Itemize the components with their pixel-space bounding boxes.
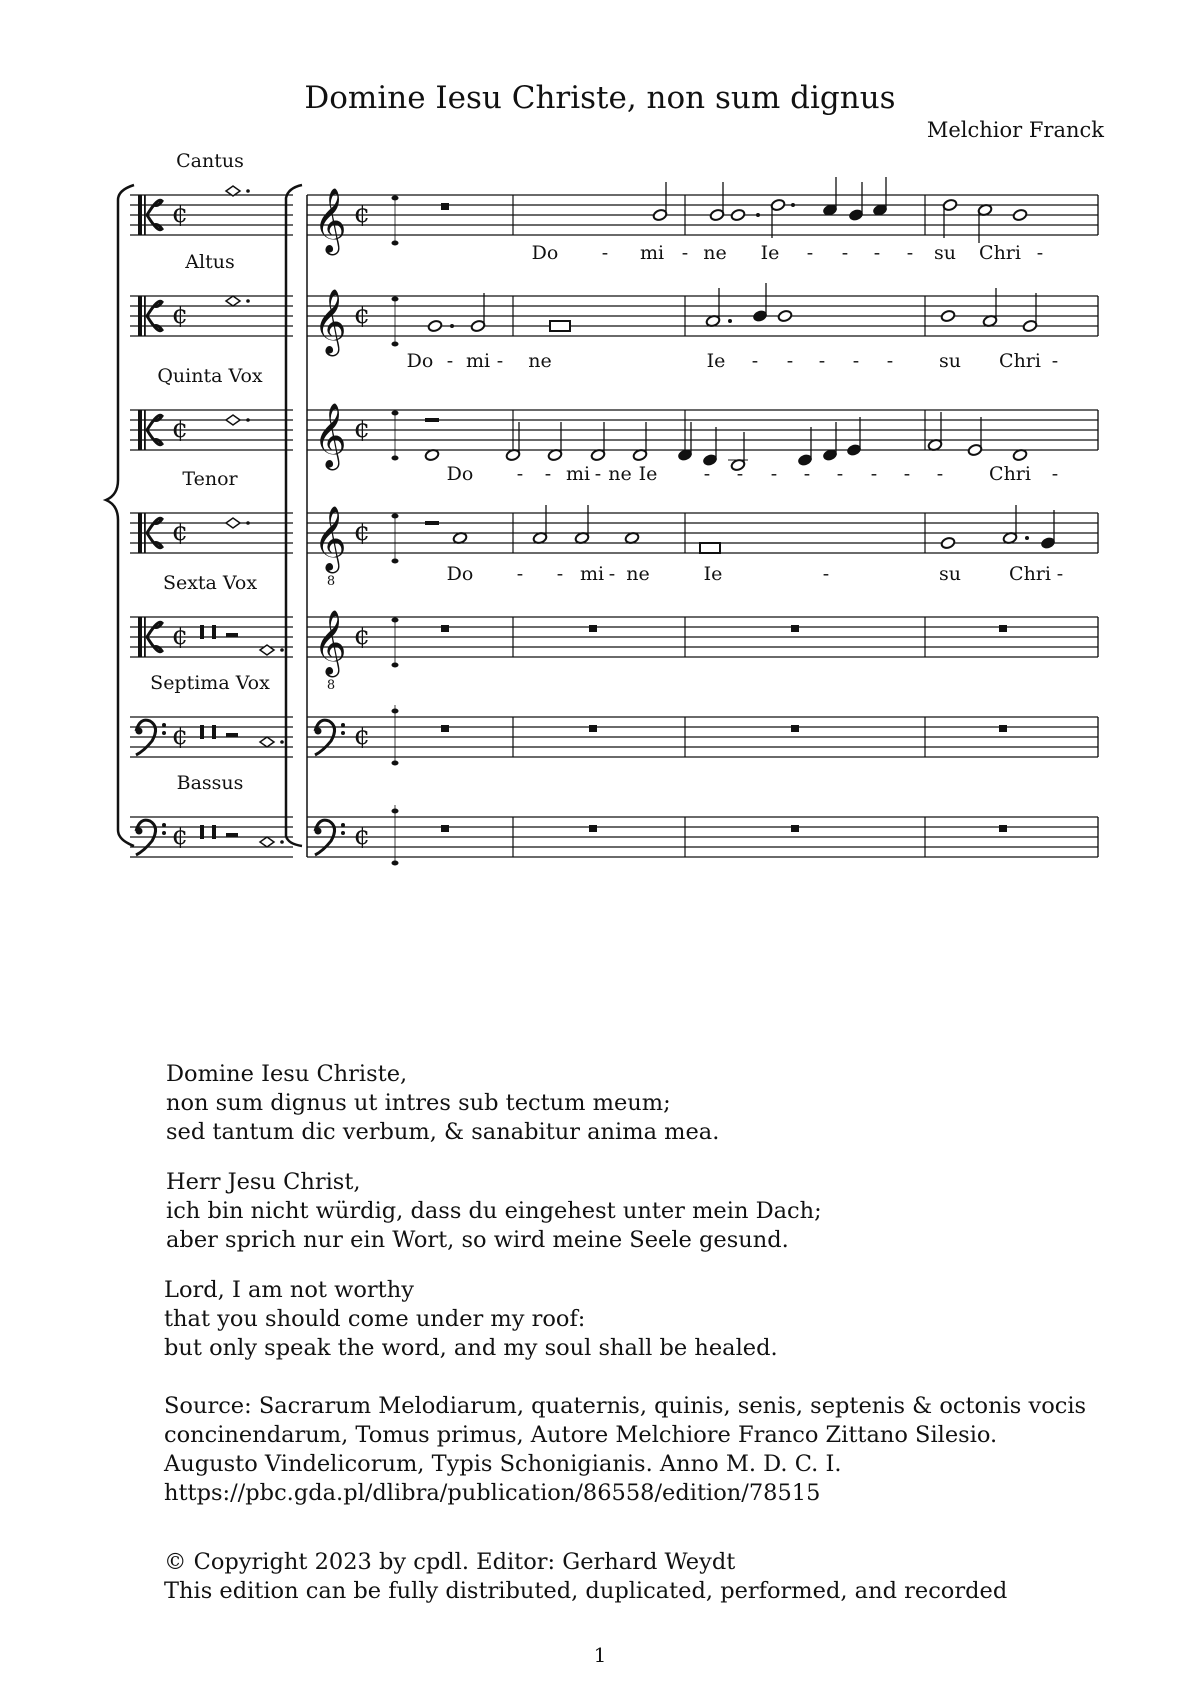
f-clef-dot bbox=[162, 731, 166, 735]
half-note bbox=[427, 319, 442, 332]
time-signature: ¢ bbox=[171, 621, 189, 651]
lyric-syllable: - bbox=[906, 242, 914, 264]
lyric-syllable: Do bbox=[531, 242, 559, 264]
lyric-syllable: su bbox=[939, 350, 961, 372]
rest-symbol bbox=[441, 725, 449, 732]
lyric-syllable: - bbox=[806, 242, 814, 264]
time-signature: ¢ bbox=[171, 517, 189, 547]
rest-symbol bbox=[212, 625, 216, 639]
time-signature: ¢ bbox=[353, 621, 371, 651]
latin-text-block bbox=[166, 1060, 719, 1147]
f-clef-dot bbox=[341, 731, 345, 735]
lyric-syllable: - bbox=[852, 350, 860, 372]
voice-name: Septima Vox bbox=[150, 672, 270, 694]
time-signature: ¢ bbox=[171, 414, 189, 444]
time-signature: ¢ bbox=[353, 414, 371, 444]
whole-note bbox=[940, 309, 955, 322]
octave-mark: 8 bbox=[326, 574, 336, 589]
time-signature: ¢ bbox=[171, 199, 189, 229]
lyric-syllable: mi bbox=[639, 242, 665, 264]
c-clef-icon bbox=[138, 195, 142, 235]
lyric-syllable: - bbox=[751, 350, 759, 372]
time-signature: ¢ bbox=[353, 517, 371, 547]
text-line: Lord, I am not worthy bbox=[164, 1277, 414, 1303]
lyric-syllable: - bbox=[786, 350, 794, 372]
text-line: aber sprich nur ein Wort, so wird meine Seele gesund. bbox=[166, 1227, 789, 1253]
dot bbox=[728, 319, 732, 323]
f-clef-icon bbox=[136, 728, 143, 735]
range-note bbox=[392, 411, 399, 416]
lyric-syllable: ne bbox=[528, 350, 552, 372]
lyric-syllable: mi bbox=[465, 350, 491, 372]
rest-symbol bbox=[791, 825, 799, 832]
text-line: sed tantum dic verbum, & sanabitur anima mea. bbox=[166, 1119, 720, 1145]
time-signature: ¢ bbox=[353, 300, 371, 330]
g-clef-icon: 𝄞 bbox=[313, 188, 347, 253]
rest-symbol bbox=[200, 725, 204, 739]
dot bbox=[280, 648, 284, 652]
dot bbox=[1025, 536, 1029, 540]
voice-name: Sexta Vox bbox=[162, 572, 258, 594]
rest-symbol bbox=[226, 633, 238, 637]
lyric-syllable: - bbox=[936, 463, 944, 485]
g-clef-icon: 𝄞 bbox=[313, 289, 347, 354]
system-brace bbox=[106, 185, 134, 846]
range-note bbox=[392, 663, 399, 668]
text-line: Herr Jesu Christ, bbox=[166, 1169, 361, 1195]
text-line: Domine Iesu Christe, bbox=[166, 1061, 408, 1087]
lyric-syllable: - bbox=[818, 350, 826, 372]
rest-symbol bbox=[212, 825, 216, 839]
c-clef-icon bbox=[138, 617, 142, 657]
incipit-note bbox=[226, 518, 240, 528]
lyric-syllable: Do bbox=[446, 563, 474, 585]
lyric-syllable: - bbox=[736, 463, 744, 485]
incipit-note bbox=[260, 737, 274, 747]
time-signature: ¢ bbox=[171, 721, 189, 751]
text-line: but only speak the word, and my soul shall be healed. bbox=[164, 1335, 778, 1361]
voice-name: Cantus bbox=[176, 150, 244, 172]
copyright-line: © Copyright 2023 by cpdl. Editor: Gerhard Weydt bbox=[164, 1549, 736, 1575]
page-title: Domine Iesu Christe, non sum dignus bbox=[304, 80, 896, 116]
c-clef-icon bbox=[138, 296, 142, 336]
f-clef-icon bbox=[136, 828, 143, 835]
range-note bbox=[392, 196, 399, 201]
lyric-syllable: - bbox=[516, 563, 524, 585]
f-clef-icon bbox=[315, 828, 322, 835]
rest-symbol bbox=[441, 203, 449, 210]
lyric-syllable: - bbox=[594, 463, 602, 485]
lyric-syllable: Ie bbox=[760, 242, 780, 264]
time-signature: ¢ bbox=[353, 199, 371, 229]
voice-name: Bassus bbox=[176, 772, 244, 794]
text-line: that you should come under my roof: bbox=[164, 1306, 586, 1332]
lyric-syllable: - bbox=[1051, 350, 1059, 372]
c-clef-icon bbox=[144, 617, 146, 657]
text-line: ich bin nicht würdig, dass du eingehest unter mein Dach; bbox=[166, 1198, 822, 1224]
rest-symbol bbox=[999, 725, 1007, 732]
dot bbox=[756, 213, 760, 217]
rest-symbol bbox=[425, 418, 439, 422]
lyric-syllable: Do bbox=[446, 463, 474, 485]
rest-symbol bbox=[999, 825, 1007, 832]
rest-symbol bbox=[999, 625, 1007, 632]
lyric-syllable: - bbox=[556, 563, 564, 585]
incipit-note bbox=[226, 415, 240, 425]
copyright-block bbox=[164, 1548, 1007, 1606]
lyric-syllable: Do bbox=[406, 350, 434, 372]
c-clef-icon bbox=[144, 195, 146, 235]
range-note bbox=[392, 761, 399, 766]
f-clef-icon bbox=[315, 728, 322, 735]
lyric-syllable: - bbox=[803, 463, 811, 485]
c-clef-icon bbox=[144, 410, 146, 450]
rest-symbol bbox=[791, 625, 799, 632]
g-clef-icon: 𝄞 bbox=[313, 506, 347, 571]
lyric-syllable: mi bbox=[565, 463, 591, 485]
dot bbox=[280, 740, 284, 744]
rest-symbol bbox=[200, 825, 204, 839]
lyric-syllable: - bbox=[903, 463, 911, 485]
lyric-syllable: Ie bbox=[638, 463, 658, 485]
range-note bbox=[392, 342, 399, 347]
rest-symbol bbox=[200, 625, 204, 639]
rest-symbol bbox=[226, 733, 238, 737]
lyric-syllable: Ie bbox=[703, 563, 723, 585]
range-note bbox=[392, 559, 399, 564]
dot bbox=[280, 840, 284, 844]
lyric-syllable: - bbox=[870, 463, 878, 485]
rest-symbol bbox=[212, 725, 216, 739]
rest-symbol bbox=[425, 521, 439, 525]
range-note bbox=[392, 514, 399, 519]
lyric-syllable: - bbox=[681, 242, 689, 264]
range-note bbox=[392, 809, 399, 814]
page-number: 1 bbox=[593, 1643, 607, 1667]
lyric-syllable: - bbox=[544, 463, 552, 485]
voice-name: Tenor bbox=[182, 468, 238, 490]
voice-name: Altus bbox=[185, 251, 235, 273]
dot bbox=[450, 324, 454, 328]
lyric-syllable: Ie bbox=[706, 350, 726, 372]
lyric-syllable: su bbox=[934, 242, 956, 264]
g-clef-icon: 𝄞 bbox=[313, 610, 347, 675]
rest-symbol bbox=[589, 725, 597, 732]
rest-symbol bbox=[589, 625, 597, 632]
lyric-syllable: ne bbox=[608, 463, 632, 485]
dot bbox=[246, 521, 250, 525]
lyric-syllable: - bbox=[496, 350, 504, 372]
rest-symbol bbox=[791, 725, 799, 732]
c-clef-icon bbox=[144, 296, 146, 336]
lyric-syllable: - bbox=[873, 242, 881, 264]
range-note bbox=[392, 456, 399, 461]
lyric-syllable: - bbox=[601, 242, 609, 264]
rest-symbol bbox=[441, 825, 449, 832]
range-note bbox=[392, 241, 399, 246]
composer-name: Melchior Franck bbox=[926, 118, 1104, 142]
source-line: Source: Sacrarum Melodiarum, quaternis, quinis, senis, septenis & octonis vocis bbox=[164, 1393, 1087, 1419]
source-link[interactable]: https://pbc.gda.pl/dlibra/publication/86558/edition/78515 bbox=[164, 1480, 821, 1506]
incipit-note bbox=[226, 296, 240, 306]
whole-note bbox=[777, 309, 792, 322]
time-signature: ¢ bbox=[171, 821, 189, 851]
breve-note bbox=[550, 321, 570, 331]
range-note bbox=[392, 861, 399, 866]
dot bbox=[791, 203, 795, 207]
range-note bbox=[392, 297, 399, 302]
lyric-syllable: - bbox=[1036, 242, 1044, 264]
f-clef-dot bbox=[341, 823, 345, 827]
rest-symbol bbox=[589, 825, 597, 832]
octave-mark: 8 bbox=[326, 678, 336, 693]
german-text-block bbox=[166, 1168, 822, 1255]
source-line: concinendarum, Tomus primus, Autore Melchiore Franco Zittano Silesio. bbox=[164, 1422, 998, 1448]
text-line: non sum dignus ut intres sub tectum meum; bbox=[166, 1090, 671, 1116]
lyric-syllable: ne bbox=[703, 242, 727, 264]
lyric-syllable: Chri bbox=[1009, 563, 1051, 585]
lyric-syllable: Chri bbox=[999, 350, 1041, 372]
f-clef-dot bbox=[341, 723, 345, 727]
range-note bbox=[392, 709, 399, 714]
lyric-syllable: - bbox=[886, 350, 894, 372]
f-clef-dot bbox=[162, 831, 166, 835]
c-clef-icon bbox=[138, 410, 142, 450]
lyric-syllable: su bbox=[939, 563, 961, 585]
time-signature: ¢ bbox=[353, 821, 371, 851]
lyric-syllable: - bbox=[836, 463, 844, 485]
lyric-syllable: Chri bbox=[989, 463, 1031, 485]
whole-note bbox=[1012, 208, 1027, 221]
incipit-note bbox=[260, 837, 274, 847]
lyric-syllable: - bbox=[703, 463, 711, 485]
dot bbox=[246, 418, 250, 422]
lyric-syllable: - bbox=[822, 563, 830, 585]
lyric-syllable: ne bbox=[626, 563, 650, 585]
english-text-block bbox=[164, 1276, 778, 1363]
lyric-syllable: - bbox=[770, 463, 778, 485]
lyric-syllable: mi bbox=[579, 563, 605, 585]
lyric-syllable: - bbox=[516, 463, 524, 485]
f-clef-dot bbox=[341, 831, 345, 835]
range-note bbox=[392, 618, 399, 623]
copyright-line: This edition can be fully distributed, duplicated, performed, and recorded bbox=[164, 1578, 1008, 1604]
breve-note bbox=[700, 543, 720, 553]
c-clef-icon bbox=[138, 513, 142, 553]
lyric-syllable: - bbox=[1056, 563, 1064, 585]
lyric-syllable: - bbox=[446, 350, 454, 372]
whole-note bbox=[940, 536, 955, 549]
lyric-syllable: - bbox=[608, 563, 616, 585]
lyric-syllable: - bbox=[841, 242, 849, 264]
dot bbox=[246, 189, 250, 193]
f-clef-dot bbox=[162, 723, 166, 727]
rest-symbol bbox=[226, 833, 238, 837]
lyric-syllable: - bbox=[1051, 463, 1059, 485]
rest-symbol bbox=[441, 625, 449, 632]
whole-note bbox=[730, 208, 745, 221]
time-signature: ¢ bbox=[353, 721, 371, 751]
source-block bbox=[164, 1392, 1086, 1508]
c-clef-icon bbox=[144, 513, 146, 553]
source-line: Augusto Vindelicorum, Typis Schonigianis. Anno M. D. C. I. bbox=[164, 1451, 842, 1477]
f-clef-dot bbox=[162, 823, 166, 827]
time-signature: ¢ bbox=[171, 300, 189, 330]
g-clef-icon: 𝄞 bbox=[313, 403, 347, 468]
dot bbox=[246, 299, 250, 303]
voice-name: Quinta Vox bbox=[157, 365, 263, 387]
lyric-syllable: Chri bbox=[979, 242, 1021, 264]
